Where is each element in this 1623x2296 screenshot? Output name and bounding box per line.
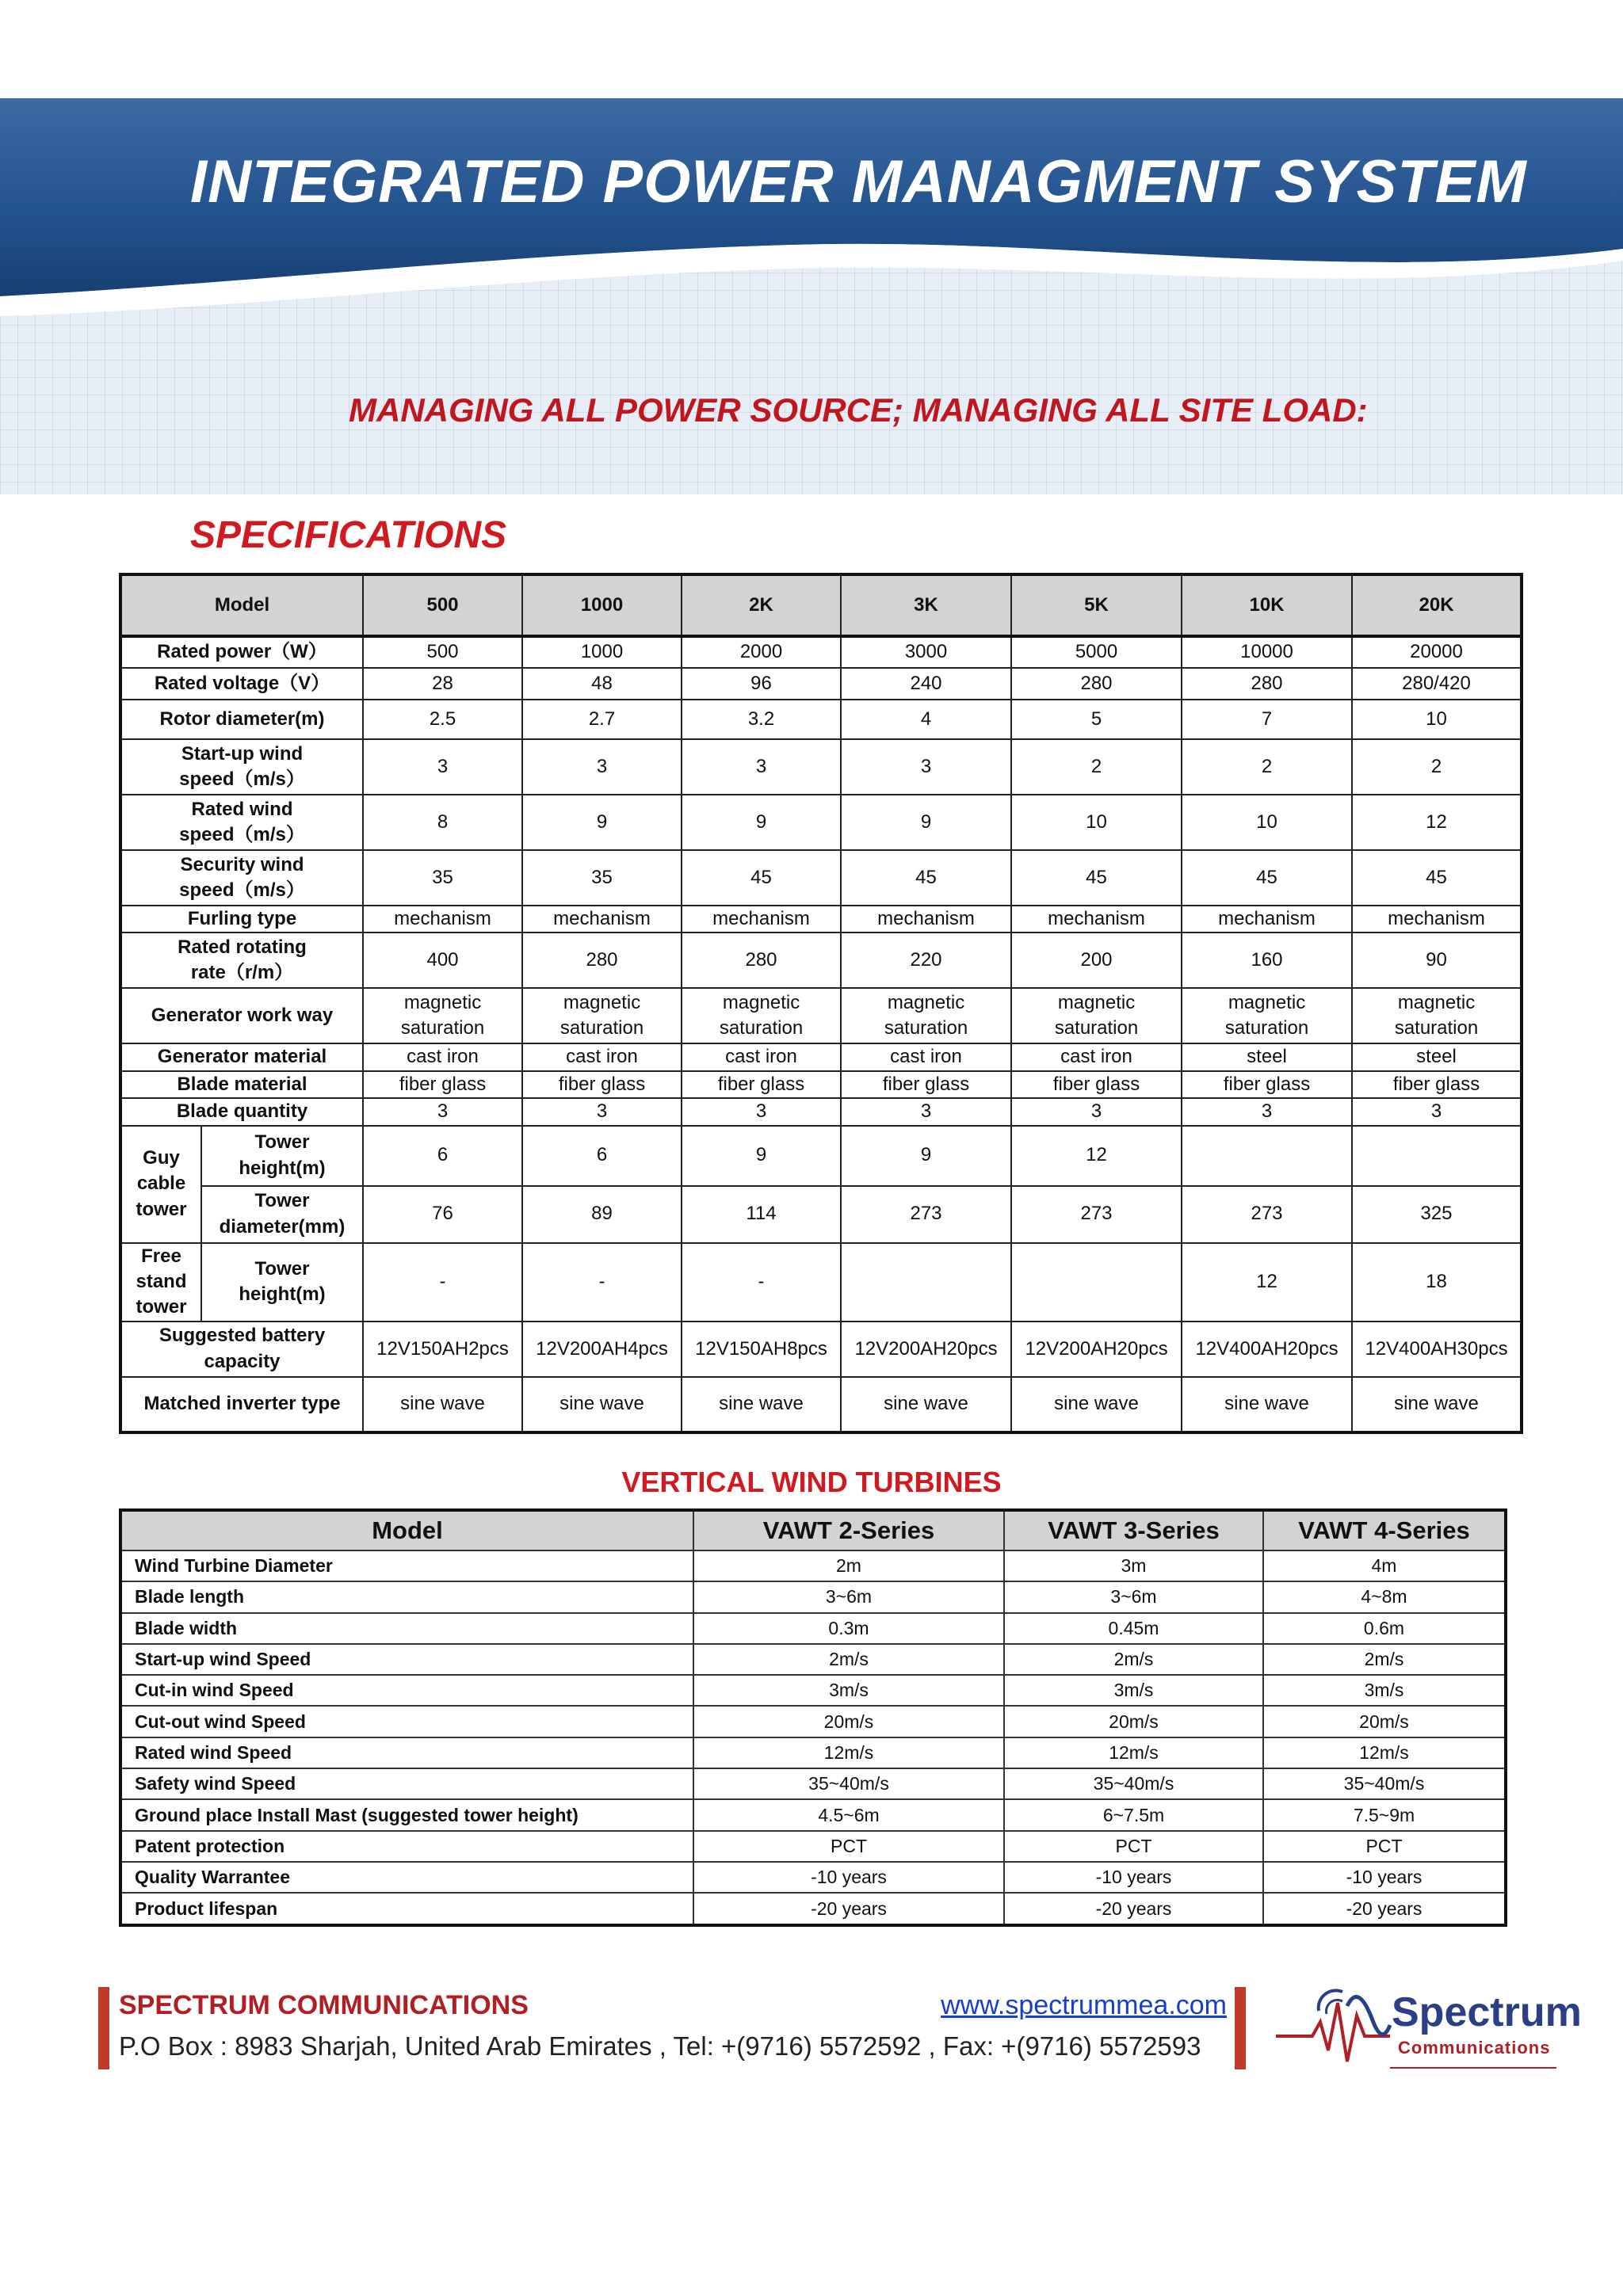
table-cell [1011, 1243, 1182, 1322]
vawt-row-label: Cut-in wind Speed [120, 1675, 693, 1706]
row-label-line: speed（m/s） [179, 879, 305, 901]
vawt-row [120, 1737, 1506, 1768]
cell-line: magnetic [563, 992, 641, 1013]
table-cell: fiber glass [841, 1071, 1011, 1098]
row-label-line: Guy [143, 1146, 180, 1169]
row-label-line: stand [136, 1270, 187, 1292]
vawt-row [120, 1831, 1506, 1862]
table-row [120, 1322, 1522, 1377]
model-header: Model [120, 574, 363, 636]
row-label: Generator work way [120, 988, 363, 1043]
table-cell [1352, 988, 1522, 1043]
table-cell: cast iron [1011, 1043, 1182, 1070]
table-cell: 3 [841, 739, 1011, 795]
guy-cable-tower-label [120, 1126, 201, 1243]
table-cell: mechanism [522, 906, 682, 933]
table-cell: 2.5 [363, 700, 522, 739]
vawt-cell: 3m/s [1263, 1675, 1506, 1706]
table-cell [841, 988, 1011, 1043]
table-cell: 76 [363, 1186, 522, 1243]
table-cell: 6 [522, 1126, 682, 1186]
vawt-cell: -20 years [1004, 1893, 1263, 1925]
table-cell: 114 [682, 1186, 841, 1243]
table-cell: 9 [682, 795, 841, 850]
table-row [120, 850, 1522, 906]
vawt-cell: 3~6m [693, 1581, 1004, 1612]
table-cell: 240 [841, 668, 1011, 700]
table-cell [1352, 1126, 1522, 1186]
table-cell [363, 988, 522, 1043]
table-cell: mechanism [841, 906, 1011, 933]
logo-subtitle: Communications [1398, 2038, 1551, 2058]
table-cell: 45 [841, 850, 1011, 906]
row-label: Rated voltage（V） [120, 668, 363, 700]
vawt-row [120, 1644, 1506, 1675]
table-cell [522, 988, 682, 1043]
table-row [120, 668, 1522, 700]
table-cell: 3 [363, 1098, 522, 1125]
vawt-row-label: Wind Turbine Diameter [120, 1550, 693, 1581]
table-row [120, 1243, 1522, 1322]
vawt-row [120, 1550, 1506, 1581]
table-cell: 2 [1182, 739, 1352, 795]
table-cell: fiber glass [682, 1071, 841, 1098]
vawt-cell: 3m/s [1004, 1675, 1263, 1706]
header-banner [0, 98, 1623, 494]
table-cell: 280 [522, 933, 682, 988]
table-cell: 3 [522, 739, 682, 795]
row-label-line: Suggested battery [158, 1325, 326, 1347]
row-label-line: Tower [254, 1131, 310, 1154]
vawt-cell: 35~40m/s [1263, 1768, 1506, 1799]
vawt-cell: -10 years [1263, 1862, 1506, 1893]
table-cell: steel [1352, 1043, 1522, 1070]
row-label-line: Start-up wind [181, 742, 304, 765]
vawt-cell: 2m/s [1004, 1644, 1263, 1675]
table-cell: 35 [363, 850, 522, 906]
table-row [120, 988, 1522, 1043]
table-cell: 9 [682, 1126, 841, 1186]
table-row [120, 1071, 1522, 1098]
free-stand-tower-label [120, 1243, 201, 1322]
cell-line: magnetic [403, 992, 482, 1013]
table-cell: mechanism [1182, 906, 1352, 933]
logo-wordmark: Spectrum [1392, 1989, 1582, 2035]
row-label-line: Tower [254, 1257, 310, 1280]
spec-header-row [120, 574, 1522, 636]
row-label [120, 795, 363, 850]
vawt-cell: 12m/s [693, 1737, 1004, 1768]
vawt-cell: 3m [1004, 1550, 1263, 1581]
vawt-cell: 12m/s [1263, 1737, 1506, 1768]
footer-contact-block [98, 1987, 1246, 2069]
table-row [120, 795, 1522, 850]
row-label [120, 739, 363, 795]
page-title: INTEGRATED POWER MANAGMENT SYSTEM [190, 148, 1527, 215]
vawt-row [120, 1862, 1506, 1893]
table-cell: 28 [363, 668, 522, 700]
table-cell: 3 [1352, 1098, 1522, 1125]
vawt-cell: PCT [1263, 1831, 1506, 1862]
table-cell: 89 [522, 1186, 682, 1243]
cell-line: saturation [1054, 1017, 1139, 1039]
table-cell: 273 [1182, 1186, 1352, 1243]
vawt-row [120, 1613, 1506, 1644]
row-label [120, 1322, 363, 1377]
table-cell: 18 [1352, 1243, 1522, 1322]
vawt-row [120, 1675, 1506, 1706]
table-cell: 9 [841, 1126, 1011, 1186]
table-cell: 3 [522, 1098, 682, 1125]
website-link[interactable]: www.spectrummea.com [941, 1990, 1227, 2020]
vawt-row [120, 1893, 1506, 1925]
row-label: Blade quantity [120, 1098, 363, 1125]
vawt-cell: 4.5~6m [693, 1799, 1004, 1830]
row-label-line: Rated wind [191, 798, 293, 820]
row-label [201, 1243, 363, 1322]
table-cell: cast iron [522, 1043, 682, 1070]
table-row [120, 933, 1522, 988]
table-cell: 5 [1011, 700, 1182, 739]
table-row [120, 739, 1522, 795]
vawt-cell: 7.5~9m [1263, 1799, 1506, 1830]
cell-line: saturation [559, 1017, 644, 1039]
table-cell: 2000 [682, 636, 841, 668]
model-column-header: 10K [1182, 574, 1352, 636]
vawt-row-label: Product lifespan [120, 1893, 693, 1925]
vawt-cell: -10 years [693, 1862, 1004, 1893]
vawt-row-label: Start-up wind Speed [120, 1644, 693, 1675]
table-cell: 280/420 [1352, 668, 1522, 700]
vawt-cell: 20m/s [1004, 1706, 1263, 1737]
vawt-row [120, 1581, 1506, 1612]
table-cell: 4 [841, 700, 1011, 739]
cell-line: magnetic [1397, 992, 1476, 1013]
vawt-cell: 12m/s [1004, 1737, 1263, 1768]
row-label-line: Tower [254, 1190, 310, 1212]
table-cell: 2.7 [522, 700, 682, 739]
vawt-row-label: Rated wind Speed [120, 1737, 693, 1768]
cell-line: saturation [719, 1017, 804, 1039]
row-label-line: Rated rotating [178, 936, 307, 958]
table-cell: 10 [1352, 700, 1522, 739]
vawt-cell: -10 years [1004, 1862, 1263, 1893]
row-label [201, 1126, 363, 1186]
table-cell: 12 [1011, 1126, 1182, 1186]
vawt-column-header: VAWT 2-Series [693, 1510, 1004, 1550]
table-cell: 12V150AH2pcs [363, 1322, 522, 1377]
vawt-cell: 2m [693, 1550, 1004, 1581]
table-cell: 12V200AH4pcs [522, 1322, 682, 1377]
table-cell [1182, 988, 1352, 1043]
table-cell: 1000 [522, 636, 682, 668]
table-cell: 3 [841, 1098, 1011, 1125]
table-row [120, 1098, 1522, 1125]
vawt-row-label: Ground place Install Mast (suggested tower height) [120, 1799, 693, 1830]
row-label-line: diameter(mm) [219, 1215, 346, 1238]
vawt-column-header: VAWT 3-Series [1004, 1510, 1263, 1550]
table-row [120, 906, 1522, 933]
vawt-cell: 3m/s [693, 1675, 1004, 1706]
table-cell: 5000 [1011, 636, 1182, 668]
table-cell: 35 [522, 850, 682, 906]
table-cell [682, 988, 841, 1043]
vawt-cell: -20 years [693, 1893, 1004, 1925]
table-cell: 12V200AH20pcs [1011, 1322, 1182, 1377]
table-cell: 3 [1011, 1098, 1182, 1125]
table-cell: cast iron [682, 1043, 841, 1070]
table-cell: mechanism [363, 906, 522, 933]
table-cell: 3000 [841, 636, 1011, 668]
page-subtitle: MANAGING ALL POWER SOURCE; MANAGING ALL SITE LOAD: [349, 391, 1368, 429]
row-label: Matched inverter type [120, 1377, 363, 1432]
row-label [120, 933, 363, 988]
row-label-line: height(m) [239, 1283, 326, 1306]
table-cell: 220 [841, 933, 1011, 988]
table-cell: - [682, 1243, 841, 1322]
row-label-line: cable [136, 1173, 186, 1195]
table-cell: 45 [682, 850, 841, 906]
table-cell: - [522, 1243, 682, 1322]
row-label-line: capacity [204, 1350, 281, 1372]
row-label [201, 1186, 363, 1243]
vawt-cell: 3~6m [1004, 1581, 1263, 1612]
vawt-cell: 35~40m/s [693, 1768, 1004, 1799]
table-cell: 12 [1182, 1243, 1352, 1322]
table-cell: 7 [1182, 700, 1352, 739]
row-label: Furling type [120, 906, 363, 933]
table-cell: 12V200AH20pcs [841, 1322, 1011, 1377]
cell-line: saturation [1224, 1017, 1309, 1039]
table-cell: 273 [841, 1186, 1011, 1243]
row-label: Rated power（W） [120, 636, 363, 668]
row-label-line: tower [136, 1198, 187, 1220]
vawt-cell: 2m/s [1263, 1644, 1506, 1675]
table-cell: 12 [1352, 795, 1522, 850]
row-label-line: tower [136, 1296, 187, 1318]
vawt-row [120, 1799, 1506, 1830]
table-cell: 325 [1352, 1186, 1522, 1243]
table-cell: 9 [522, 795, 682, 850]
table-cell: mechanism [1011, 906, 1182, 933]
model-column-header: 500 [363, 574, 522, 636]
vawt-row-label: Safety wind Speed [120, 1768, 693, 1799]
table-cell: sine wave [522, 1377, 682, 1432]
table-cell: 3 [363, 739, 522, 795]
table-cell: fiber glass [363, 1071, 522, 1098]
table-cell: 3.2 [682, 700, 841, 739]
model-column-header: 3K [841, 574, 1011, 636]
cell-line: magnetic [1228, 992, 1306, 1013]
vawt-cell: 4m [1263, 1550, 1506, 1581]
vawt-row [120, 1706, 1506, 1737]
cell-line: magnetic [722, 992, 800, 1013]
company-name: SPECTRUM COMMUNICATIONS [119, 1990, 529, 2020]
vawt-column-header: Model [120, 1510, 693, 1550]
vawt-cell: 0.45m [1004, 1613, 1263, 1644]
table-row [120, 636, 1522, 668]
model-column-header: 5K [1011, 574, 1182, 636]
table-cell: 280 [682, 933, 841, 988]
model-column-header: 20K [1352, 574, 1522, 636]
table-cell: steel [1182, 1043, 1352, 1070]
vawt-cell: 4~8m [1263, 1581, 1506, 1612]
table-cell: sine wave [1182, 1377, 1352, 1432]
table-cell: 48 [522, 668, 682, 700]
row-label-line: height(m) [239, 1157, 326, 1179]
table-cell: 500 [363, 636, 522, 668]
vawt-cell: -20 years [1263, 1893, 1506, 1925]
table-cell: fiber glass [522, 1071, 682, 1098]
table-cell: 20000 [1352, 636, 1522, 668]
vawt-row-label: Cut-out wind Speed [120, 1706, 693, 1737]
table-cell: 200 [1011, 933, 1182, 988]
table-cell: 3 [682, 1098, 841, 1125]
vawt-cell: 0.6m [1263, 1613, 1506, 1644]
table-cell: 2 [1011, 739, 1182, 795]
model-column-header: 2K [682, 574, 841, 636]
table-cell [1011, 988, 1182, 1043]
vawt-row [120, 1768, 1506, 1799]
table-cell: sine wave [363, 1377, 522, 1432]
table-row [120, 1043, 1522, 1070]
table-cell [841, 1243, 1011, 1322]
cell-line: saturation [400, 1017, 485, 1039]
table-cell: 280 [1011, 668, 1182, 700]
cell-line: saturation [884, 1017, 968, 1039]
vawt-row-label: Patent protection [120, 1831, 693, 1862]
table-cell: 9 [841, 795, 1011, 850]
table-cell: 2 [1352, 739, 1522, 795]
table-cell: sine wave [682, 1377, 841, 1432]
vawt-cell: 0.3m [693, 1613, 1004, 1644]
table-cell: 45 [1182, 850, 1352, 906]
cell-line: magnetic [887, 992, 965, 1013]
row-label-line: Security wind [180, 853, 304, 875]
table-cell: 8 [363, 795, 522, 850]
specifications-heading: SPECIFICATIONS [190, 514, 507, 556]
vawt-cell: 35~40m/s [1004, 1768, 1263, 1799]
cell-line: magnetic [1057, 992, 1136, 1013]
table-cell: fiber glass [1352, 1071, 1522, 1098]
cell-line: saturation [1394, 1017, 1479, 1039]
row-label: Blade material [120, 1071, 363, 1098]
table-cell: 45 [1011, 850, 1182, 906]
table-cell: 10 [1182, 795, 1352, 850]
specifications-table [119, 573, 1523, 1434]
table-cell: 3 [682, 739, 841, 795]
table-cell: 3 [1182, 1098, 1352, 1125]
table-cell: 10000 [1182, 636, 1352, 668]
vawt-cell: 6~7.5m [1004, 1799, 1263, 1830]
vawt-column-header: VAWT 4-Series [1263, 1510, 1506, 1550]
table-cell [1182, 1126, 1352, 1186]
table-cell: 90 [1352, 933, 1522, 988]
table-cell: 10 [1011, 795, 1182, 850]
table-row [120, 1126, 1522, 1186]
table-row [120, 1377, 1522, 1432]
vawt-header-row [120, 1510, 1506, 1550]
table-cell: - [363, 1243, 522, 1322]
vawt-row-label: Blade length [120, 1581, 693, 1612]
table-cell: 273 [1011, 1186, 1182, 1243]
table-cell: 45 [1352, 850, 1522, 906]
table-cell: 12V150AH8pcs [682, 1322, 841, 1377]
table-row [120, 700, 1522, 739]
row-label: Rotor diameter(m) [120, 700, 363, 739]
vawt-row-label: Blade width [120, 1613, 693, 1644]
row-label-line: speed（m/s） [179, 769, 305, 790]
table-cell: 6 [363, 1126, 522, 1186]
table-cell: 400 [363, 933, 522, 988]
table-cell: fiber glass [1011, 1071, 1182, 1098]
vawt-cell: 2m/s [693, 1644, 1004, 1675]
table-cell: sine wave [1011, 1377, 1182, 1432]
vertical-wind-turbines-heading: VERTICAL WIND TURBINES [621, 1466, 1002, 1498]
table-cell: cast iron [363, 1043, 522, 1070]
spectrum-logo [1271, 1974, 1582, 2077]
row-label-line: speed（m/s） [179, 824, 305, 845]
table-cell: 96 [682, 668, 841, 700]
table-cell: sine wave [1352, 1377, 1522, 1432]
contact-address: P.O Box : 8983 Sharjah, United Arab Emirates , Tel: +(9716) 5572592 , Fax: +(9716) 5572593 [119, 2031, 1201, 2061]
table-cell: 12V400AH20pcs [1182, 1322, 1352, 1377]
table-cell: 12V400AH30pcs [1352, 1322, 1522, 1377]
table-cell: fiber glass [1182, 1071, 1352, 1098]
table-cell: mechanism [682, 906, 841, 933]
vawt-table-body [120, 1550, 1506, 1925]
table-cell: sine wave [841, 1377, 1011, 1432]
vawt-table [119, 1508, 1507, 1927]
table-row [120, 1186, 1522, 1243]
table-cell: cast iron [841, 1043, 1011, 1070]
vawt-cell: 20m/s [1263, 1706, 1506, 1737]
row-label: Generator material [120, 1043, 363, 1070]
table-cell: 160 [1182, 933, 1352, 988]
vawt-row-label: Quality Warrantee [120, 1862, 693, 1893]
row-label-line: Free [141, 1245, 181, 1267]
table-cell: 280 [1182, 668, 1352, 700]
table-cell: mechanism [1352, 906, 1522, 933]
row-label [120, 850, 363, 906]
row-label-line: rate（r/m） [190, 962, 294, 984]
model-column-header: 1000 [522, 574, 682, 636]
vawt-cell: 20m/s [693, 1706, 1004, 1737]
vawt-cell: PCT [1004, 1831, 1263, 1862]
vawt-cell: PCT [693, 1831, 1004, 1862]
